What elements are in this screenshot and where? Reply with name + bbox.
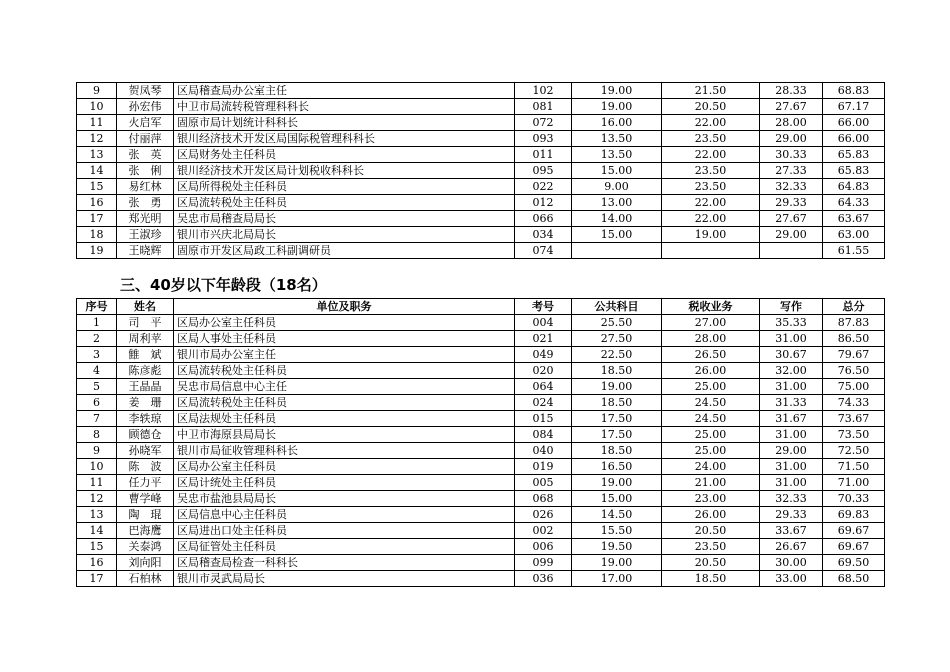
cell-tax: 22.00 xyxy=(662,195,760,211)
cell-name: 火启军 xyxy=(117,115,174,131)
cell-unit: 区局流转税处主任科员 xyxy=(174,195,515,211)
table-row xyxy=(77,163,885,179)
cell-public: 17.00 xyxy=(572,571,662,587)
cell-writing: 35.33 xyxy=(760,315,823,331)
cell-public: 13.50 xyxy=(572,131,662,147)
table-row xyxy=(77,539,885,555)
cell-exam-no: 012 xyxy=(515,195,572,211)
cell-writing: 31.67 xyxy=(760,411,823,427)
table-row xyxy=(77,131,885,147)
cell-name: 刘向阳 xyxy=(117,555,174,571)
cell-total: 67.17 xyxy=(823,99,885,115)
cell-tax: 24.50 xyxy=(662,395,760,411)
cell-public: 18.50 xyxy=(572,443,662,459)
cell-writing: 31.33 xyxy=(760,395,823,411)
cell-writing: 29.00 xyxy=(760,131,823,147)
cell-seq: 17 xyxy=(77,571,117,587)
cell-seq: 2 xyxy=(77,331,117,347)
cell-unit: 银川经济技术开发区局计划税收科科长 xyxy=(174,163,515,179)
cell-name: 王晶晶 xyxy=(117,379,174,395)
cell-name: 巴海鹰 xyxy=(117,523,174,539)
cell-name: 关泰鸿 xyxy=(117,539,174,555)
cell-total: 71.50 xyxy=(823,459,885,475)
cell-name: 张 英 xyxy=(117,147,174,163)
cell-seq: 15 xyxy=(77,539,117,555)
table-row xyxy=(77,211,885,227)
cell-total: 86.50 xyxy=(823,331,885,347)
cell-unit: 银川市局征收管理科科长 xyxy=(174,443,515,459)
cell-exam-no: 102 xyxy=(515,83,572,99)
cell-writing: 26.67 xyxy=(760,539,823,555)
cell-writing: 29.33 xyxy=(760,195,823,211)
cell-public: 17.50 xyxy=(572,427,662,443)
cell-exam-no: 002 xyxy=(515,523,572,539)
cell-seq: 1 xyxy=(77,315,117,331)
cell-name: 郑光明 xyxy=(117,211,174,227)
table-row xyxy=(77,443,885,459)
cell-seq: 18 xyxy=(77,227,117,243)
cell-exam-no: 040 xyxy=(515,443,572,459)
cell-public: 19.00 xyxy=(572,83,662,99)
cell-exam-no: 034 xyxy=(515,227,572,243)
header-name: 姓名 xyxy=(117,299,174,315)
cell-seq: 14 xyxy=(77,523,117,539)
lower-table-body xyxy=(77,315,885,587)
cell-unit: 区局法规处主任科员 xyxy=(174,411,515,427)
cell-seq: 13 xyxy=(77,147,117,163)
table-row xyxy=(77,475,885,491)
cell-unit: 区局流转税处主任科员 xyxy=(174,363,515,379)
cell-public: 14.00 xyxy=(572,211,662,227)
cell-exam-no: 015 xyxy=(515,411,572,427)
cell-seq: 5 xyxy=(77,379,117,395)
section-heading: 三、40岁以下年龄段（18名） xyxy=(120,276,327,294)
cell-public: 19.00 xyxy=(572,379,662,395)
cell-exam-no: 068 xyxy=(515,491,572,507)
table-row xyxy=(77,571,885,587)
cell-seq: 10 xyxy=(77,99,117,115)
cell-exam-no: 093 xyxy=(515,131,572,147)
cell-exam-no: 024 xyxy=(515,395,572,411)
cell-exam-no: 074 xyxy=(515,243,572,259)
table-row xyxy=(77,523,885,539)
table-row xyxy=(77,195,885,211)
cell-unit: 银川市局办公室主任 xyxy=(174,347,515,363)
cell-seq: 19 xyxy=(77,243,117,259)
cell-total: 72.50 xyxy=(823,443,885,459)
table-header-row xyxy=(77,299,885,315)
cell-exam-no: 081 xyxy=(515,99,572,115)
cell-total: 73.50 xyxy=(823,427,885,443)
cell-name: 任力平 xyxy=(117,475,174,491)
cell-exam-no: 011 xyxy=(515,147,572,163)
cell-seq: 12 xyxy=(77,491,117,507)
cell-writing: 33.67 xyxy=(760,523,823,539)
cell-name: 王晓辉 xyxy=(117,243,174,259)
cell-public: 16.00 xyxy=(572,115,662,131)
cell-exam-no: 005 xyxy=(515,475,572,491)
cell-seq: 9 xyxy=(77,443,117,459)
table-row xyxy=(77,395,885,411)
cell-writing: 28.00 xyxy=(760,115,823,131)
cell-writing: 27.33 xyxy=(760,163,823,179)
cell-writing: 29.33 xyxy=(760,507,823,523)
header-exam-no: 考号 xyxy=(515,299,572,315)
cell-unit: 区局所得税处主任科员 xyxy=(174,179,515,195)
cell-tax: 25.00 xyxy=(662,427,760,443)
table-row xyxy=(77,411,885,427)
cell-public xyxy=(572,243,662,259)
table-row xyxy=(77,83,885,99)
cell-seq: 3 xyxy=(77,347,117,363)
cell-total: 70.33 xyxy=(823,491,885,507)
cell-writing: 30.00 xyxy=(760,555,823,571)
table-row xyxy=(77,347,885,363)
cell-tax: 23.50 xyxy=(662,131,760,147)
cell-writing: 27.67 xyxy=(760,99,823,115)
cell-total: 66.00 xyxy=(823,131,885,147)
cell-total: 69.67 xyxy=(823,523,885,539)
cell-public: 18.50 xyxy=(572,363,662,379)
cell-public: 17.50 xyxy=(572,411,662,427)
cell-total: 65.83 xyxy=(823,147,885,163)
cell-public: 22.50 xyxy=(572,347,662,363)
cell-writing: 31.00 xyxy=(760,331,823,347)
cell-total: 71.00 xyxy=(823,475,885,491)
cell-writing: 33.00 xyxy=(760,571,823,587)
cell-unit: 吴忠市局稽查局局长 xyxy=(174,211,515,227)
cell-unit: 区局计统处主任科员 xyxy=(174,475,515,491)
cell-name: 张 俐 xyxy=(117,163,174,179)
cell-seq: 7 xyxy=(77,411,117,427)
cell-name: 石柏林 xyxy=(117,571,174,587)
cell-tax: 22.00 xyxy=(662,211,760,227)
cell-name: 曹学峰 xyxy=(117,491,174,507)
cell-tax: 26.50 xyxy=(662,347,760,363)
table-row xyxy=(77,507,885,523)
cell-name: 雔 斌 xyxy=(117,347,174,363)
cell-exam-no: 022 xyxy=(515,179,572,195)
header-writing: 写作 xyxy=(760,299,823,315)
cell-unit: 区局稽查局检查一科科长 xyxy=(174,555,515,571)
cell-name: 孙宏伟 xyxy=(117,99,174,115)
cell-public: 15.00 xyxy=(572,491,662,507)
cell-unit: 区局流转税处主任科员 xyxy=(174,395,515,411)
cell-seq: 11 xyxy=(77,475,117,491)
cell-writing: 29.00 xyxy=(760,443,823,459)
cell-tax: 28.00 xyxy=(662,331,760,347)
cell-total: 75.00 xyxy=(823,379,885,395)
cell-unit: 中卫市海原县局局长 xyxy=(174,427,515,443)
cell-seq: 17 xyxy=(77,211,117,227)
cell-name: 王淑珍 xyxy=(117,227,174,243)
cell-total: 69.83 xyxy=(823,507,885,523)
cell-public: 19.00 xyxy=(572,99,662,115)
cell-public: 15.00 xyxy=(572,163,662,179)
cell-total: 79.67 xyxy=(823,347,885,363)
table-row xyxy=(77,147,885,163)
cell-public: 19.50 xyxy=(572,539,662,555)
cell-seq: 16 xyxy=(77,195,117,211)
cell-tax: 23.50 xyxy=(662,163,760,179)
cell-name: 孙晓军 xyxy=(117,443,174,459)
cell-tax: 27.00 xyxy=(662,315,760,331)
cell-seq: 11 xyxy=(77,115,117,131)
cell-writing: 28.33 xyxy=(760,83,823,99)
cell-writing: 30.33 xyxy=(760,147,823,163)
cell-public: 19.00 xyxy=(572,555,662,571)
cell-name: 周利苹 xyxy=(117,331,174,347)
cell-tax: 23.00 xyxy=(662,491,760,507)
table-row xyxy=(77,315,885,331)
cell-public: 13.00 xyxy=(572,195,662,211)
cell-total: 64.83 xyxy=(823,179,885,195)
cell-total: 64.33 xyxy=(823,195,885,211)
table-row xyxy=(77,227,885,243)
cell-name: 顾德仓 xyxy=(117,427,174,443)
cell-tax: 26.00 xyxy=(662,507,760,523)
cell-exam-no: 099 xyxy=(515,555,572,571)
cell-total: 66.00 xyxy=(823,115,885,131)
table-row xyxy=(77,379,885,395)
cell-name: 李轶琼 xyxy=(117,411,174,427)
cell-tax: 18.50 xyxy=(662,571,760,587)
cell-total: 61.55 xyxy=(823,243,885,259)
cell-total: 87.83 xyxy=(823,315,885,331)
cell-tax: 25.00 xyxy=(662,443,760,459)
cell-exam-no: 026 xyxy=(515,507,572,523)
cell-tax: 24.00 xyxy=(662,459,760,475)
cell-unit: 固原市局计划统计科科长 xyxy=(174,115,515,131)
cell-writing: 32.33 xyxy=(760,491,823,507)
cell-name: 易红林 xyxy=(117,179,174,195)
cell-tax: 21.00 xyxy=(662,475,760,491)
cell-tax xyxy=(662,243,760,259)
cell-name: 张 勇 xyxy=(117,195,174,211)
upper-table-body xyxy=(77,83,885,259)
cell-total: 68.50 xyxy=(823,571,885,587)
cell-public: 14.50 xyxy=(572,507,662,523)
cell-name: 姜 珊 xyxy=(117,395,174,411)
cell-writing: 27.67 xyxy=(760,211,823,227)
cell-public: 9.00 xyxy=(572,179,662,195)
cell-seq: 10 xyxy=(77,459,117,475)
cell-seq: 13 xyxy=(77,507,117,523)
score-table-lower xyxy=(76,298,885,587)
cell-total: 74.33 xyxy=(823,395,885,411)
cell-name: 陶 琨 xyxy=(117,507,174,523)
cell-total: 65.83 xyxy=(823,163,885,179)
cell-exam-no: 064 xyxy=(515,379,572,395)
cell-tax: 22.00 xyxy=(662,147,760,163)
header-tax: 税收业务 xyxy=(662,299,760,315)
cell-writing: 29.00 xyxy=(760,227,823,243)
table-row xyxy=(77,459,885,475)
cell-tax: 19.00 xyxy=(662,227,760,243)
cell-unit: 区局进出口处主任科员 xyxy=(174,523,515,539)
table-row xyxy=(77,179,885,195)
cell-seq: 12 xyxy=(77,131,117,147)
cell-tax: 22.00 xyxy=(662,115,760,131)
cell-writing: 31.00 xyxy=(760,379,823,395)
table-row xyxy=(77,243,885,259)
cell-total: 69.50 xyxy=(823,555,885,571)
cell-total: 68.83 xyxy=(823,83,885,99)
cell-total: 76.50 xyxy=(823,363,885,379)
cell-seq: 14 xyxy=(77,163,117,179)
table-row xyxy=(77,99,885,115)
table-row xyxy=(77,363,885,379)
cell-writing: 32.00 xyxy=(760,363,823,379)
header-total: 总分 xyxy=(823,299,885,315)
cell-unit: 区局征管处主任科员 xyxy=(174,539,515,555)
cell-public: 18.50 xyxy=(572,395,662,411)
score-table-upper xyxy=(76,82,885,259)
cell-total: 69.67 xyxy=(823,539,885,555)
cell-tax: 26.00 xyxy=(662,363,760,379)
cell-public: 27.50 xyxy=(572,331,662,347)
cell-writing: 32.33 xyxy=(760,179,823,195)
cell-exam-no: 021 xyxy=(515,331,572,347)
cell-exam-no: 020 xyxy=(515,363,572,379)
cell-public: 16.50 xyxy=(572,459,662,475)
cell-public: 15.00 xyxy=(572,227,662,243)
cell-exam-no: 049 xyxy=(515,347,572,363)
cell-name: 陈 波 xyxy=(117,459,174,475)
cell-public: 15.50 xyxy=(572,523,662,539)
cell-unit: 银川经济技术开发区局国际税管理科科长 xyxy=(174,131,515,147)
cell-tax: 25.00 xyxy=(662,379,760,395)
cell-unit: 区局财务处主任科员 xyxy=(174,147,515,163)
cell-tax: 23.50 xyxy=(662,539,760,555)
cell-exam-no: 004 xyxy=(515,315,572,331)
cell-seq: 4 xyxy=(77,363,117,379)
header-public: 公共科目 xyxy=(572,299,662,315)
cell-unit: 区局稽查局办公室主任 xyxy=(174,83,515,99)
cell-seq: 8 xyxy=(77,427,117,443)
cell-public: 25.50 xyxy=(572,315,662,331)
cell-writing: 31.00 xyxy=(760,475,823,491)
header-unit: 单位及职务 xyxy=(174,299,515,315)
cell-unit: 吴忠市盐池县局局长 xyxy=(174,491,515,507)
cell-unit: 银川市兴庆北局局长 xyxy=(174,227,515,243)
cell-exam-no: 019 xyxy=(515,459,572,475)
table-row xyxy=(77,427,885,443)
cell-name: 贺凤琴 xyxy=(117,83,174,99)
cell-total: 63.67 xyxy=(823,211,885,227)
cell-seq: 16 xyxy=(77,555,117,571)
cell-public: 13.50 xyxy=(572,147,662,163)
cell-seq: 9 xyxy=(77,83,117,99)
table-row xyxy=(77,555,885,571)
cell-writing: 31.00 xyxy=(760,427,823,443)
table-row xyxy=(77,115,885,131)
cell-writing xyxy=(760,243,823,259)
cell-tax: 20.50 xyxy=(662,523,760,539)
cell-exam-no: 066 xyxy=(515,211,572,227)
cell-exam-no: 084 xyxy=(515,427,572,443)
cell-exam-no: 072 xyxy=(515,115,572,131)
cell-unit: 区局办公室主任科员 xyxy=(174,459,515,475)
cell-name: 付丽萍 xyxy=(117,131,174,147)
cell-unit: 区局信息中心主任科员 xyxy=(174,507,515,523)
cell-seq: 15 xyxy=(77,179,117,195)
cell-seq: 6 xyxy=(77,395,117,411)
cell-writing: 30.67 xyxy=(760,347,823,363)
cell-name: 司 平 xyxy=(117,315,174,331)
cell-unit: 银川市灵武局局长 xyxy=(174,571,515,587)
cell-unit: 吴忠市局信息中心主任 xyxy=(174,379,515,395)
cell-tax: 20.50 xyxy=(662,555,760,571)
cell-exam-no: 095 xyxy=(515,163,572,179)
cell-total: 63.00 xyxy=(823,227,885,243)
cell-name: 陈彦彪 xyxy=(117,363,174,379)
cell-exam-no: 036 xyxy=(515,571,572,587)
cell-total: 73.67 xyxy=(823,411,885,427)
table-row xyxy=(77,491,885,507)
cell-unit: 固原市开发区局政工科副调研员 xyxy=(174,243,515,259)
header-seq: 序号 xyxy=(77,299,117,315)
cell-tax: 20.50 xyxy=(662,99,760,115)
cell-tax: 23.50 xyxy=(662,179,760,195)
cell-writing: 31.00 xyxy=(760,459,823,475)
cell-tax: 24.50 xyxy=(662,411,760,427)
cell-unit: 中卫市局流转税管理科科长 xyxy=(174,99,515,115)
cell-unit: 区局人事处主任科员 xyxy=(174,331,515,347)
cell-public: 19.00 xyxy=(572,475,662,491)
cell-unit: 区局办公室主任科员 xyxy=(174,315,515,331)
cell-exam-no: 006 xyxy=(515,539,572,555)
cell-tax: 21.50 xyxy=(662,83,760,99)
table-row xyxy=(77,331,885,347)
